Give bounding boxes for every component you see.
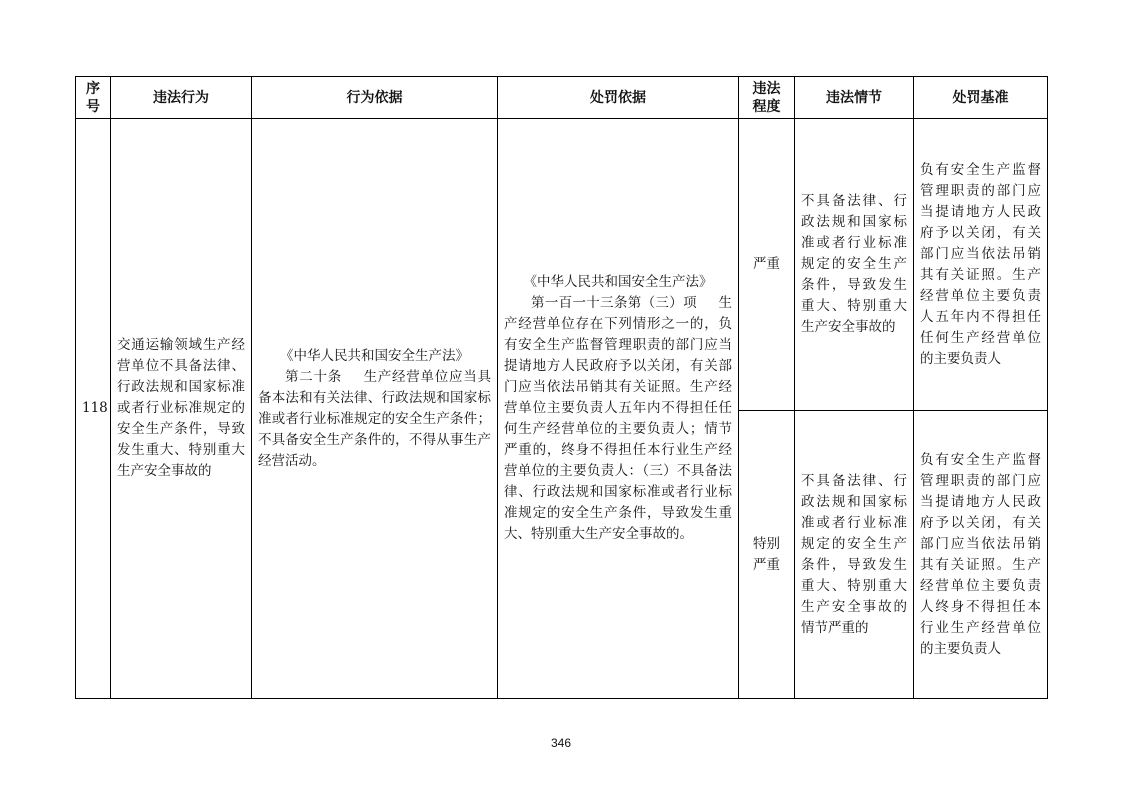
header-degree bbox=[739, 77, 795, 119]
page-number: 346 bbox=[550, 736, 572, 750]
header-degree-label: 违法程度 bbox=[752, 80, 781, 115]
cell-violation bbox=[111, 119, 252, 699]
header-penalty-basis-label: 处罚依据 bbox=[590, 89, 646, 106]
row-number: 118 bbox=[82, 400, 108, 416]
header-violation bbox=[111, 77, 252, 119]
cell-degree-serious bbox=[739, 119, 795, 411]
header-seq-label: 序号 bbox=[86, 80, 100, 115]
header-violation-label: 违法行为 bbox=[153, 89, 209, 106]
penalty-standard-table bbox=[75, 76, 1048, 699]
header-behavior-basis-label: 行为依据 bbox=[346, 89, 403, 106]
behavior-basis-law-title: 《中华人民共和国安全生产法》 bbox=[280, 347, 469, 364]
standard-especially-serious-text: 负有安全生产监督管理职责的部门应当提请地方人民政府予以关闭，有关部门应当依法吊销其有关证照。生产经营单位主要负责人终身不得担任本行业生产经营单位的主要负责人 bbox=[920, 451, 1041, 657]
degree-serious-label: 严重 bbox=[752, 256, 780, 272]
behavior-basis-text: 生产经营单位应当具备本法和有关法律、行政法规和国家标准或者行业标准规定的安全生产条件；不具备安全生产条件的，不得从事生产经营活动。 bbox=[258, 368, 491, 469]
behavior-basis-article: 第二十条 bbox=[285, 368, 342, 385]
table-row bbox=[76, 119, 1048, 411]
cell-standard-serious bbox=[914, 119, 1048, 411]
penalty-basis-text: 生产经营单位存在下列情形之一的，负有安全生产监督管理职责的部门应当提请地方人民政府予以关闭，有关部门应当依法吊销其有关证照。生产经营单位主要负责人五年内不得担任任何生产经营单位的主要负责人；情节严重的，终身不得担任本行业生产经营单位的主要负责人：（三）不具备法律、行政法规和国家标准或者行业标准规定的安全生产条件，导致发生重大、特别重大生产安全事故的。 bbox=[504, 295, 732, 542]
standard-serious-text: 负有安全生产监督管理职责的部门应当提请地方人民政府予以关闭，有关部门应当依法吊销其有关证照。生产经营单位主要负责人五年内不得担任任何生产经营单位的主要负责人 bbox=[920, 161, 1041, 367]
header-circumstance-label: 违法情节 bbox=[826, 89, 882, 106]
header-standard bbox=[914, 77, 1048, 119]
cell-degree-especially-serious bbox=[739, 411, 795, 699]
cell-circumstance-especially-serious bbox=[795, 411, 914, 699]
header-penalty-basis bbox=[498, 77, 739, 119]
circumstance-serious-text: 不具备法律、行政法规和国家标准或者行业标准规定的安全生产条件，导致发生重大、特别重大生产安全事故的 bbox=[801, 193, 907, 335]
penalty-basis-article: 第一百一十三条第（三）项 bbox=[531, 295, 697, 311]
behavior-basis-paragraph bbox=[258, 367, 491, 472]
violation-text: 交通运输领域生产经营单位不具备法律、行政法规和国家标准或者行业标准规定的安全生产条件，导致发生重大、特别重大生产安全事故的 bbox=[117, 337, 245, 479]
cell-circumstance-serious bbox=[795, 119, 914, 411]
header-standard-label: 处罚基准 bbox=[952, 89, 1009, 106]
header-row bbox=[76, 77, 1048, 119]
cell-penalty-basis bbox=[498, 119, 739, 699]
penalty-basis-paragraph bbox=[504, 293, 732, 545]
header-behavior-basis bbox=[252, 77, 498, 119]
header-seq bbox=[76, 77, 111, 119]
circumstance-especially-serious-text: 不具备法律、行政法规和国家标准或者行业标准规定的安全生产条件，导致发生重大、特别重大生产安全事故的情节严重的 bbox=[801, 472, 907, 636]
penalty-basis-law-title: 《中华人民共和国安全生产法》 bbox=[523, 274, 713, 290]
cell-standard-especially-serious bbox=[914, 411, 1048, 699]
header-circumstance bbox=[795, 77, 914, 119]
cell-behavior-basis bbox=[252, 119, 498, 699]
cell-seq bbox=[76, 119, 111, 699]
degree-especially-serious-label: 特别严重 bbox=[752, 535, 780, 573]
